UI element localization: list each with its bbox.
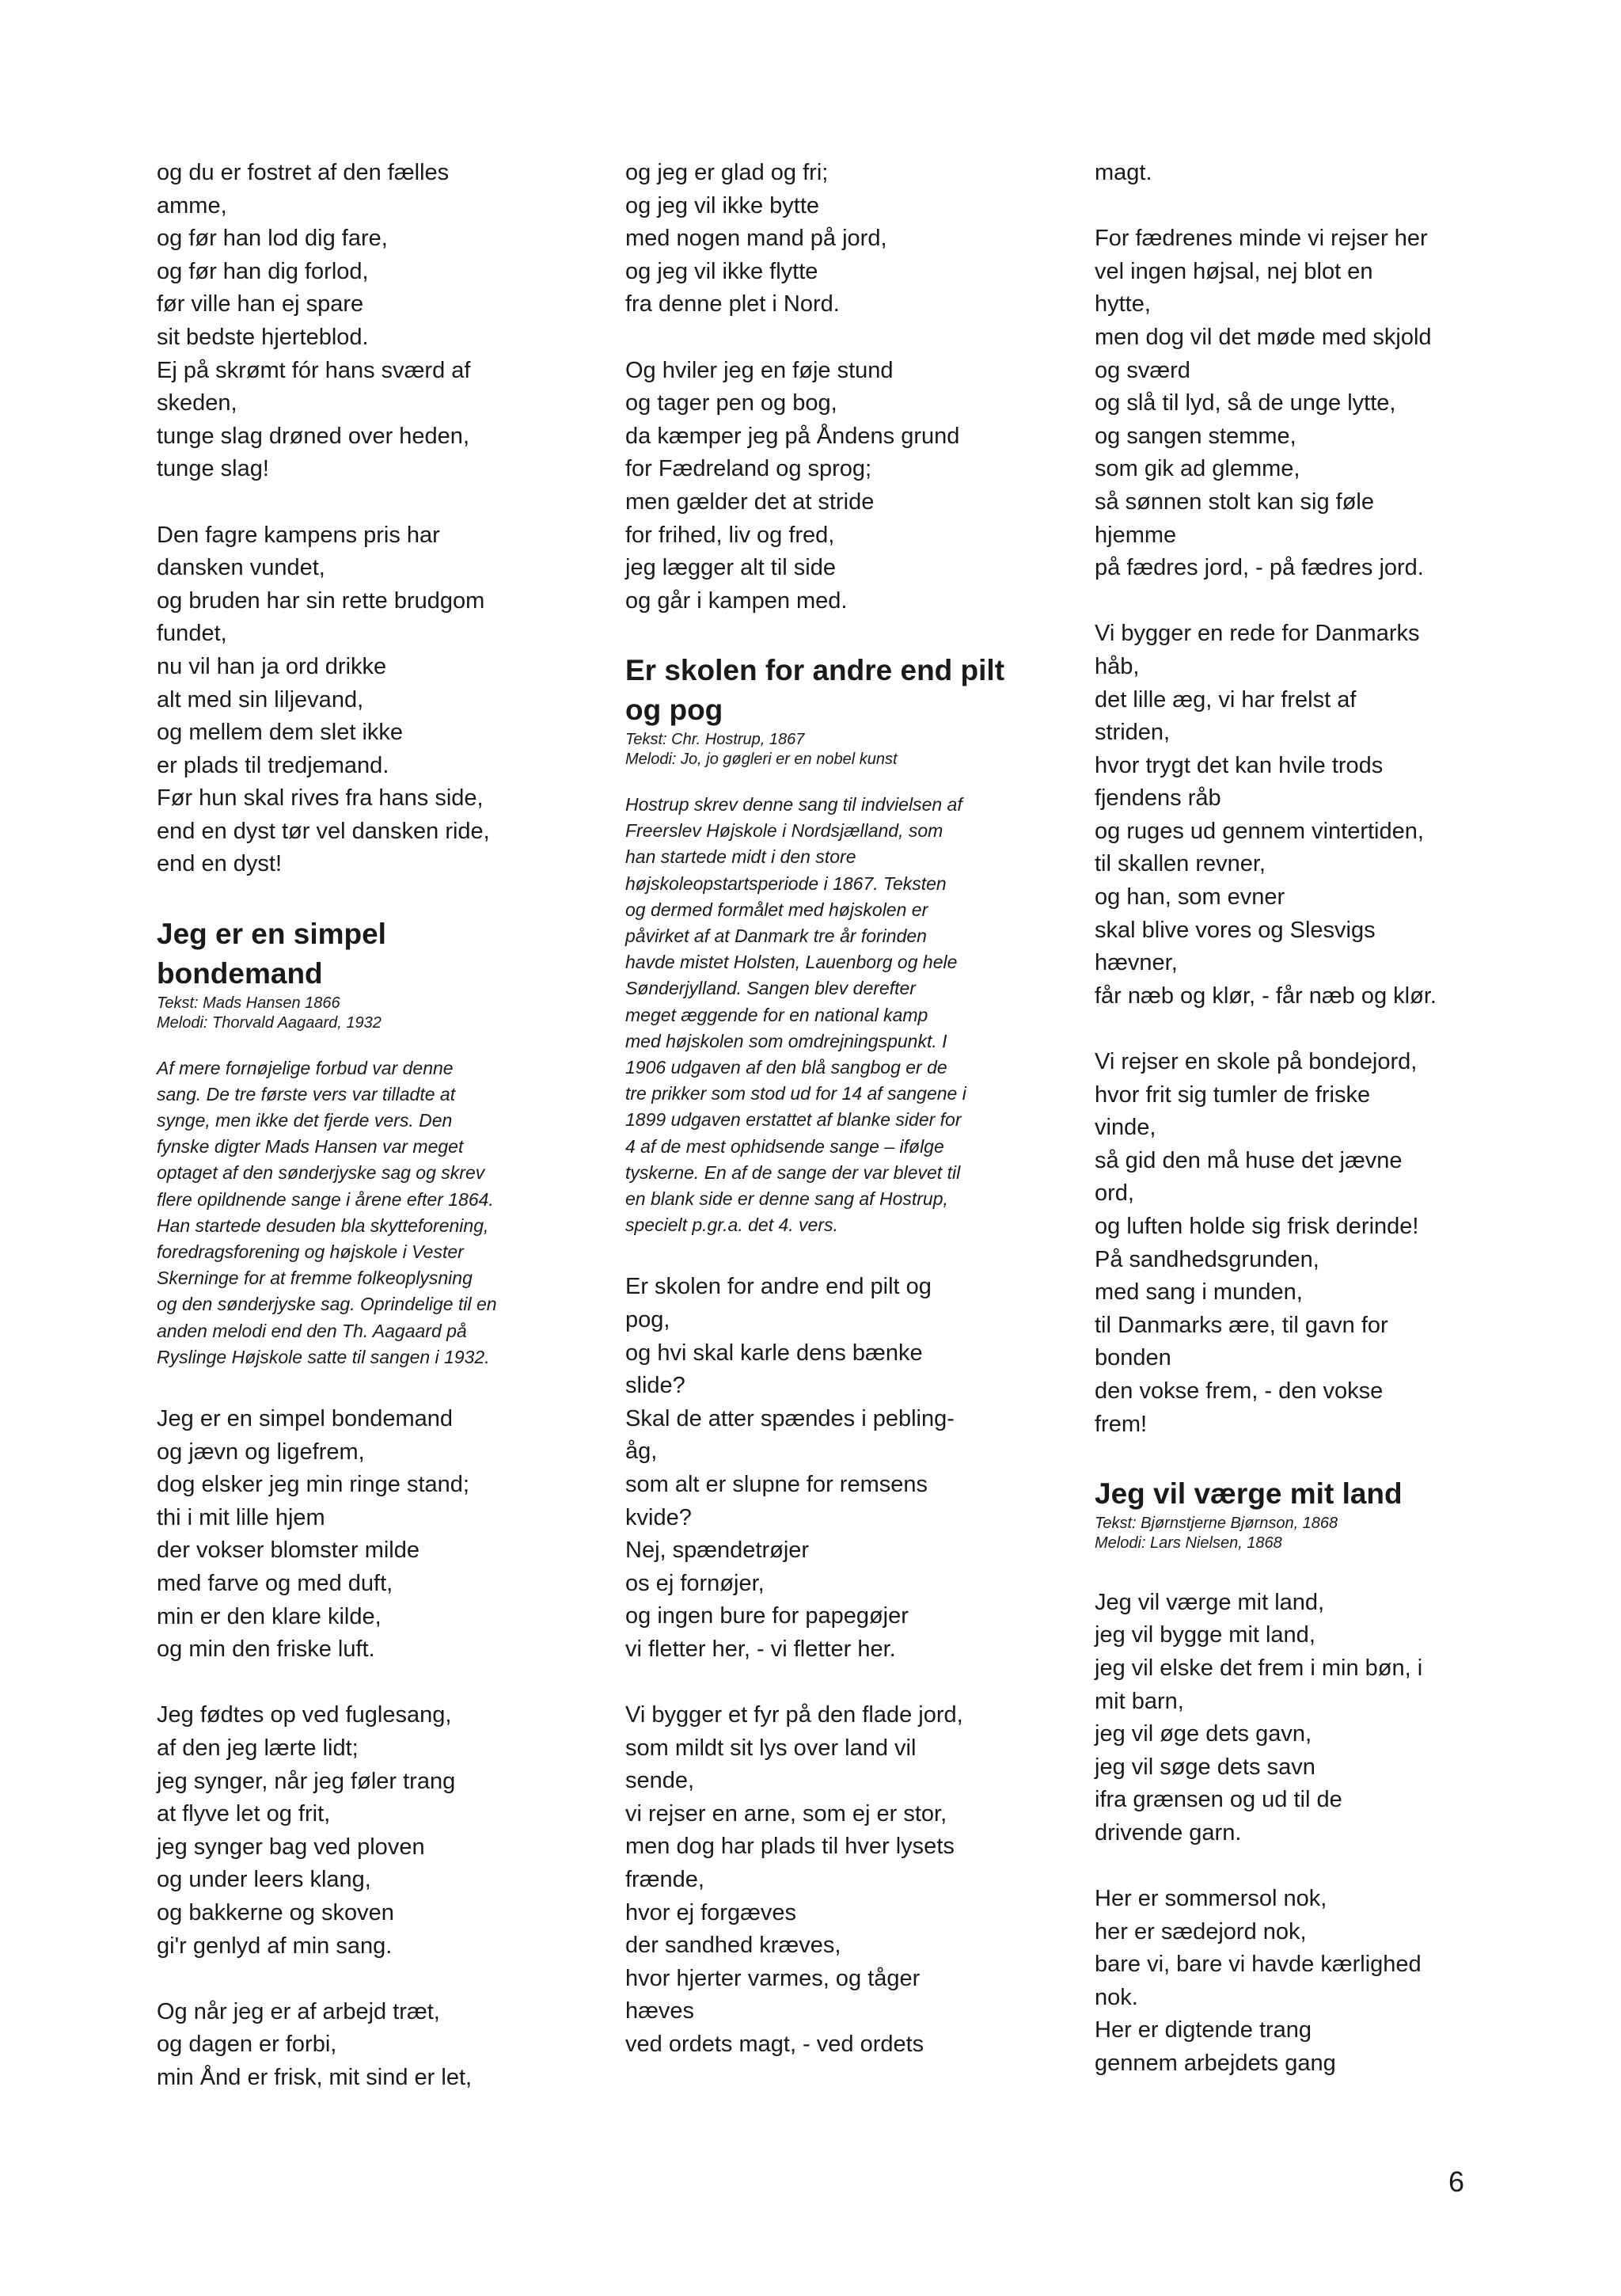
stanza — [157, 519, 600, 882]
verse-line: og før han dig forlod, — [157, 258, 369, 284]
verse-line: for Fædreland og sprog; — [625, 456, 872, 482]
verse-line: striden, — [1095, 720, 1171, 746]
verse-line: vinde, — [1095, 1115, 1156, 1141]
stanza — [625, 157, 1037, 321]
verse-line: men dog vil det møde med skjold — [1095, 324, 1432, 350]
intro-line: Freerslev Højskole i Nordsjælland, som — [625, 820, 943, 842]
verse-line: På sandhedsgrunden, — [1095, 1246, 1319, 1272]
verse-line: vi rejser en arne, som ej er stor, — [625, 1800, 947, 1827]
verse-line: Jeg fødtes op ved fuglesang, — [157, 1702, 452, 1728]
verse-line: jeg vil øge dets gavn, — [1095, 1721, 1312, 1747]
intro-line: en blank side er denne sang af Hostrup, — [625, 1188, 948, 1209]
verse-line: fjendens råb — [1095, 785, 1221, 812]
verse-line: Vi bygger et fyr på den flade jord, — [625, 1702, 963, 1728]
verse-line: drivende garn. — [1095, 1819, 1242, 1846]
intro-line: fynske digter Mads Hansen var meget — [157, 1136, 464, 1158]
verse-line: nu vil han ja ord drikke — [157, 653, 387, 679]
verse-line: der sandhed kræves, — [625, 1933, 841, 1959]
verse-line: hæves — [625, 1998, 695, 2024]
verse-line: bonden — [1095, 1345, 1171, 1371]
stanza — [157, 1403, 600, 1667]
column-1 — [157, 157, 600, 2095]
verse-line: og dagen er forbi, — [157, 2032, 337, 2058]
verse-line: med sang i munden, — [1095, 1279, 1303, 1306]
verse-line: Nej, spændetrøjer — [625, 1538, 810, 1564]
intro-line: 1899 udgaven erstattet af blanke sider for — [625, 1109, 962, 1131]
verse-line: skal blive vores og Slesvigs — [1095, 917, 1376, 943]
verse-line: kvide? — [625, 1504, 692, 1530]
intro-line: specielt p.gr.a. det 4. vers. — [625, 1215, 838, 1236]
intro-line: 1906 udgaven af den blå sangbog er de — [625, 1056, 947, 1078]
verse-line: og jævn og ligefrem, — [157, 1439, 365, 1465]
verse-line: min er den klare kilde, — [157, 1603, 382, 1629]
verse-line: hævner, — [1095, 950, 1178, 976]
credit-line: Tekst: Chr. Hostrup, 1867 — [625, 730, 805, 748]
song-title-line: Jeg vil værge mit land — [1095, 1477, 1403, 1510]
verse-line: og sværd — [1095, 357, 1190, 383]
column-2 — [625, 157, 1037, 2062]
verse-line: jeg synger bag ved ploven — [157, 1834, 425, 1860]
intro-line: optaget af den sønderjyske sag og skrev — [157, 1162, 485, 1184]
verse-line: tunge slag drøned over heden, — [157, 423, 469, 449]
verse-line: og under leers klang, — [157, 1867, 371, 1893]
verse-line: Og hviler jeg en føje stund — [625, 357, 894, 383]
verse-line: Vi rejser en skole på bondejord, — [1095, 1049, 1418, 1075]
verse-line: vel ingen højsal, nej blot en — [1095, 258, 1373, 284]
verse-line: frem! — [1095, 1411, 1148, 1437]
song-title-line: Er skolen for andre end pilt — [625, 653, 1005, 686]
verse-line: alt med sin liljevand, — [157, 686, 364, 713]
intro-line: flere opildnende sange i årene efter 1864. — [157, 1188, 494, 1210]
verse-line: får næb og klør, - får næb og klør. — [1095, 983, 1437, 1009]
song-credits — [1095, 1514, 1506, 1553]
verse-line: end en dyst tør vel dansken ride, — [157, 818, 490, 844]
intro-line: tre prikker som stod ud for 14 af sangene i — [625, 1083, 966, 1104]
verse-line: hvor frit sig tumler de friske — [1095, 1081, 1371, 1108]
verse-line: men dog har plads til hver lysets — [625, 1834, 955, 1860]
verse-line: den vokse frem, - den vokse — [1095, 1378, 1384, 1404]
song-credits — [625, 730, 1037, 770]
verse-line: som gik ad glemme, — [1095, 456, 1300, 482]
intro-line: Ryslinge Højskole satte til sangen i 1932. — [157, 1346, 490, 1367]
song-title — [1095, 1474, 1506, 1514]
verse-line: før ville han ej spare — [157, 291, 364, 317]
verse-line: fra denne plet i Nord. — [625, 291, 840, 317]
verse-line: og ingen bure for papegøjer — [625, 1603, 909, 1629]
credit-line: Melodi: Lars Nielsen, 1868 — [1095, 1534, 1282, 1552]
intro-line: synge, men ikke det fjerde vers. Den — [157, 1110, 453, 1131]
verse-line: Før hun skal rives fra hans side, — [157, 785, 484, 812]
song-title — [157, 914, 600, 994]
verse-line: da kæmper jeg på Åndens grund — [625, 423, 960, 449]
verse-line: og ruges ud gennem vintertiden, — [1095, 818, 1424, 844]
verse-line: og bruden har sin rette brudgom — [157, 587, 485, 614]
credit-line: Melodi: Jo, jo gøgleri er en nobel kunst — [625, 750, 898, 768]
stanza — [1095, 618, 1506, 1013]
verse-line: amme, — [157, 192, 227, 219]
intro-line: og dermed formålet med højskolen er — [625, 899, 928, 920]
song-introduction — [157, 1055, 600, 1370]
verse-line: med nogen mand på jord, — [625, 226, 887, 252]
verse-line: og han, som evner — [1095, 884, 1285, 910]
verse-line: og tager pen og bog, — [625, 390, 837, 416]
stanza — [1095, 1883, 1506, 2081]
verse-line: Skal de atter spændes i pebling- — [625, 1405, 955, 1431]
verse-line: til skallen revner, — [1095, 851, 1266, 877]
verse-line: hvor hjerter varmes, og tåger — [625, 1965, 921, 1991]
verse-line: ved ordets magt, - ved ordets — [625, 2032, 924, 2058]
verse-line: Her er digtende trang — [1095, 2017, 1312, 2043]
intro-line: tyskerne. En af de sange der var blevet til — [625, 1161, 961, 1183]
verse-line: og du er fostret af den fælles — [157, 160, 450, 185]
stanza — [625, 1699, 1037, 2062]
verse-line: Og når jeg er af arbejd træt, — [157, 1998, 440, 2024]
intro-line: Hostrup skrev denne sang til indvielsen af — [625, 793, 962, 815]
verse-line: jeg vil søge dets savn — [1095, 1754, 1315, 1780]
intro-line: sang. De tre første vers var tilladte at — [157, 1083, 456, 1104]
verse-line: slide? — [625, 1373, 685, 1399]
verse-line: håb, — [1095, 653, 1140, 679]
verse-line: åg, — [625, 1439, 658, 1465]
verse-line: bare vi, bare vi havde kærlighed — [1095, 1952, 1422, 1978]
verse-line: mit barn, — [1095, 1688, 1184, 1714]
intro-line: meget æggende for en national kamp — [625, 1004, 928, 1025]
song-introduction — [625, 792, 1037, 1238]
verse-line: for frihed, liv og fred, — [625, 522, 835, 548]
verse-line: som alt er slupne for remsens — [625, 1471, 928, 1497]
verse-line: ord, — [1095, 1180, 1134, 1207]
verse-line: som mildt sit lys over land vil — [625, 1735, 917, 1761]
column-3 — [1095, 157, 1506, 2081]
verse-line: gennem arbejdets gang — [1095, 2051, 1336, 2077]
stanza — [1095, 1046, 1506, 1441]
verse-line: det lille æg, vi har frelst af — [1095, 686, 1357, 713]
intro-line: højskoleopstartsperiode i 1867. Teksten — [625, 872, 947, 894]
verse-line: og sangen stemme, — [1095, 423, 1296, 449]
verse-line: på fædres jord, - på fædres jord. — [1095, 555, 1424, 581]
verse-line: og jeg er glad og fri; — [625, 160, 829, 185]
verse-line: Jeg vil værge mit land, — [1095, 1589, 1325, 1615]
verse-line: så sønnen stolt kan sig føle — [1095, 488, 1374, 515]
verse-line: og jeg vil ikke bytte — [625, 192, 820, 219]
verse-line: til Danmarks ære, til gavn for — [1095, 1312, 1388, 1338]
stanza — [625, 1271, 1037, 1666]
verse-line: og luften holde sig frisk derinde! — [1095, 1214, 1419, 1239]
intro-line: Han startede desuden bla skytteforening, — [157, 1215, 489, 1236]
verse-line: end en dyst! — [157, 851, 282, 877]
intro-line: anden melodi end den Th. Aagaard på — [157, 1320, 467, 1341]
verse-line: hytte, — [1095, 291, 1151, 317]
verse-line: vi fletter her, - vi fletter her. — [625, 1636, 896, 1662]
song-title — [625, 651, 1037, 730]
verse-line: Ej på skrømt fór hans sværd af — [157, 357, 471, 383]
verse-line: thi i mit lille hjem — [157, 1504, 325, 1530]
verse-line: så gid den må huse det jævne — [1095, 1147, 1403, 1173]
verse-line: og går i kampen med. — [625, 587, 848, 614]
verse-line: at flyve let og frit, — [157, 1801, 331, 1827]
verse-line: magt. — [1095, 160, 1152, 185]
verse-line: Jeg er en simpel bondemand — [157, 1406, 454, 1432]
verse-line: Den fagre kampens pris har — [157, 522, 440, 548]
verse-line: og hvi skal karle dens bænke — [625, 1340, 923, 1366]
intro-line: havde mistet Holsten, Lauenborg og hele — [625, 952, 958, 973]
verse-line: og før han lod dig fare, — [157, 226, 388, 252]
page-number: 6 — [1448, 2165, 1465, 2198]
verse-line: og slå til lyd, så de unge lytte, — [1095, 390, 1396, 416]
verse-line: Er skolen for andre end pilt og — [625, 1274, 932, 1300]
intro-line: påvirket af at Danmark tre år forinden — [625, 925, 927, 946]
credit-line: Tekst: Bjørnstjerne Bjørnson, 1868 — [1095, 1514, 1338, 1532]
verse-line: fundet, — [157, 621, 227, 647]
verse-line: gi'r genlyd af min sang. — [157, 1933, 393, 1959]
verse-line: af den jeg lærte lidt; — [157, 1735, 359, 1762]
verse-line: jeg lægger alt til side — [625, 555, 836, 581]
verse-line: jeg synger, når jeg føler trang — [157, 1768, 456, 1794]
intro-line: og den sønderjyske sag. Oprindelige til en — [157, 1294, 497, 1315]
intro-line: 4 af de mest ophidsende sange – ifølge — [625, 1135, 944, 1157]
song-title-line: bondemand — [157, 956, 323, 990]
intro-line: med højskolen som omdrejningspunkt. I — [625, 1030, 947, 1051]
intro-line: Skerninge for at fremme folkeoplysning — [157, 1268, 473, 1289]
stanza — [1095, 222, 1506, 585]
verse-line: ifra grænsen og ud til de — [1095, 1787, 1342, 1813]
song-credits — [157, 994, 600, 1033]
verse-line: nok. — [1095, 1984, 1138, 2010]
stanza — [1095, 157, 1506, 190]
intro-line: foredragsforening og højskole i Vester — [157, 1241, 464, 1263]
stanza — [157, 1996, 600, 2095]
verse-line: jeg vil bygge mit land, — [1095, 1622, 1315, 1648]
verse-line: tunge slag! — [157, 456, 269, 482]
verse-line: her er sædejord nok, — [1095, 1918, 1307, 1944]
verse-line: sende, — [625, 1768, 695, 1794]
credit-line: Tekst: Mads Hansen 1866 — [157, 994, 340, 1012]
verse-line: hvor ej forgæves — [625, 1899, 796, 1925]
verse-line: For fædrenes minde vi rejser her — [1095, 226, 1428, 252]
verse-line: sit bedste hjerteblod. — [157, 324, 369, 350]
verse-line: og min den friske luft. — [157, 1636, 375, 1663]
credit-line: Melodi: Thorvald Aagaard, 1932 — [157, 1013, 382, 1032]
verse-line: er plads til tredjemand. — [157, 752, 389, 778]
verse-line: hjemme — [1095, 522, 1177, 548]
verse-line: os ej fornøjer, — [625, 1570, 765, 1596]
intro-line: Af mere fornøjelige forbud var denne — [157, 1057, 454, 1078]
verse-line: og bakkerne og skoven — [157, 1900, 394, 1925]
verse-line: og mellem dem slet ikke — [157, 720, 404, 746]
verse-line: med farve og med duft, — [157, 1571, 393, 1597]
intro-line: Sønderjylland. Sangen blev derefter — [625, 978, 916, 999]
verse-line: pog, — [625, 1306, 670, 1332]
verse-line: Vi bygger en rede for Danmarks — [1095, 621, 1420, 647]
song-title-line: og pog — [625, 693, 723, 726]
verse-line: hvor trygt det kan hvile trods — [1095, 752, 1384, 778]
verse-line: frænde, — [625, 1867, 704, 1893]
verse-line: skeden, — [157, 390, 237, 416]
verse-line: min Ånd er frisk, mit sind er let, — [157, 2064, 473, 2090]
verse-line: jeg vil elske det frem i min bøn, i — [1095, 1655, 1423, 1681]
verse-line: Her er sommersol nok, — [1095, 1886, 1327, 1912]
verse-line: og jeg vil ikke flytte — [625, 258, 818, 284]
intro-line: han startede midt i den store — [625, 846, 856, 868]
song-title-line: Jeg er en simpel — [157, 917, 386, 950]
stanza — [157, 1699, 600, 1963]
verse-line: men gælder det at stride — [625, 488, 875, 515]
verse-line: dansken vundet, — [157, 555, 325, 581]
verse-line: dog elsker jeg min ringe stand; — [157, 1472, 469, 1498]
verse-line: der vokser blomster milde — [157, 1538, 419, 1564]
stanza — [157, 157, 600, 486]
stanza — [625, 355, 1037, 618]
stanza — [1095, 1587, 1506, 1850]
